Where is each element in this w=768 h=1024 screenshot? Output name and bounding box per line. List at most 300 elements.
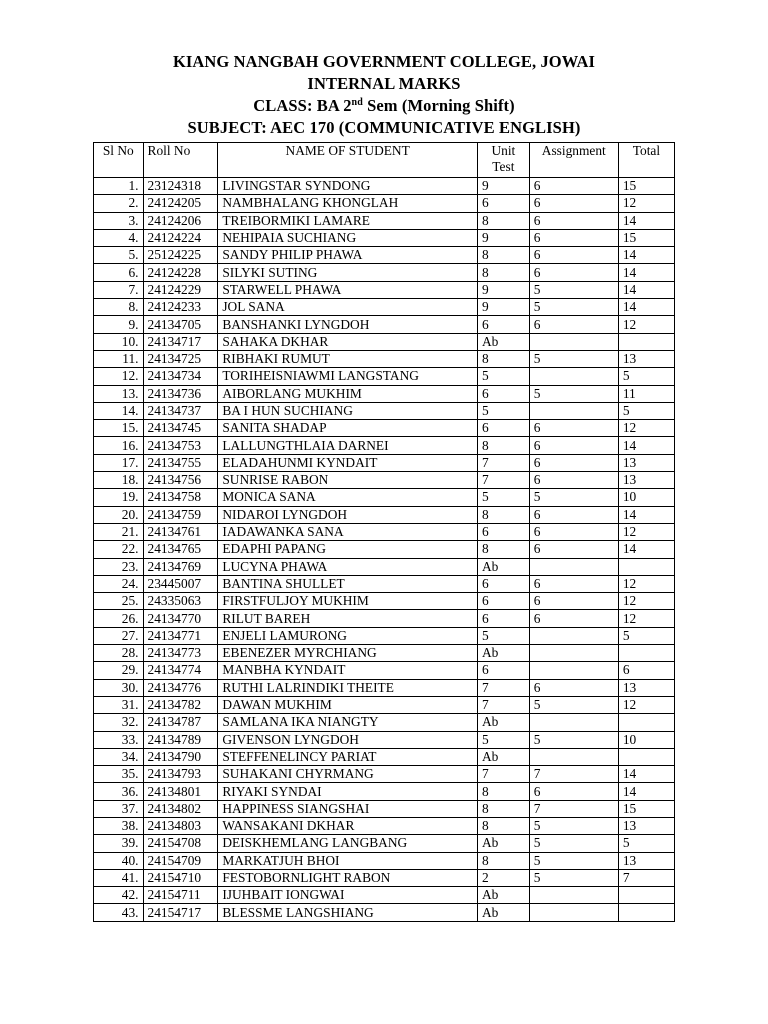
student-name-cell: ENJELI LAMURONG bbox=[218, 627, 478, 644]
sl-no-cell: 38. bbox=[94, 817, 144, 834]
total-cell bbox=[618, 904, 674, 921]
unit-test-cell: 8 bbox=[478, 506, 530, 523]
table-row bbox=[94, 247, 675, 264]
sl-no-cell: 40. bbox=[94, 852, 144, 869]
unit-test-cell: Ab bbox=[478, 558, 530, 575]
assignment-cell: 6 bbox=[529, 679, 618, 696]
unit-test-cell: 8 bbox=[478, 350, 530, 367]
unit-test-cell: 2 bbox=[478, 869, 530, 886]
total-cell bbox=[618, 748, 674, 765]
assignment-cell: 5 bbox=[529, 299, 618, 316]
table-row bbox=[94, 264, 675, 281]
assignment-cell bbox=[529, 904, 618, 921]
student-name-cell: DEISKHEMLANG LANGBANG bbox=[218, 835, 478, 852]
total-cell: 12 bbox=[618, 610, 674, 627]
roll-no-cell: 24134725 bbox=[143, 350, 218, 367]
header-unit-test: Unit Test bbox=[478, 143, 530, 178]
table-row bbox=[94, 593, 675, 610]
student-name-cell: DAWAN MUKHIM bbox=[218, 696, 478, 713]
table-row bbox=[94, 817, 675, 834]
class-line bbox=[0, 95, 768, 117]
roll-no-cell: 24154708 bbox=[143, 835, 218, 852]
total-cell bbox=[618, 645, 674, 662]
unit-test-cell: 8 bbox=[478, 541, 530, 558]
total-cell: 14 bbox=[618, 281, 674, 298]
roll-no-cell: 24134745 bbox=[143, 420, 218, 437]
unit-test-cell: 9 bbox=[478, 281, 530, 298]
student-name-cell: IADAWANKA SANA bbox=[218, 523, 478, 540]
unit-test-cell: 8 bbox=[478, 783, 530, 800]
class-suffix: Sem (Morning Shift) bbox=[362, 96, 515, 115]
student-name-cell: SANDY PHILIP PHAWA bbox=[218, 247, 478, 264]
table-row bbox=[94, 506, 675, 523]
assignment-cell: 5 bbox=[529, 852, 618, 869]
assignment-cell bbox=[529, 662, 618, 679]
sl-no-cell: 37. bbox=[94, 800, 144, 817]
sl-no-cell: 20. bbox=[94, 506, 144, 523]
total-cell: 15 bbox=[618, 229, 674, 246]
table-row bbox=[94, 887, 675, 904]
unit-test-cell: 6 bbox=[478, 575, 530, 592]
assignment-cell: 6 bbox=[529, 247, 618, 264]
unit-test-cell: 6 bbox=[478, 610, 530, 627]
total-cell: 13 bbox=[618, 679, 674, 696]
table-row bbox=[94, 523, 675, 540]
sl-no-cell: 11. bbox=[94, 350, 144, 367]
total-cell: 14 bbox=[618, 437, 674, 454]
student-name-cell: NEHIPAIA SUCHIANG bbox=[218, 229, 478, 246]
student-name-cell: STARWELL PHAWA bbox=[218, 281, 478, 298]
unit-test-cell: Ab bbox=[478, 835, 530, 852]
header-student-name: NAME OF STUDENT bbox=[218, 143, 478, 178]
roll-no-cell: 24134759 bbox=[143, 506, 218, 523]
total-cell: 15 bbox=[618, 178, 674, 195]
sl-no-cell: 14. bbox=[94, 402, 144, 419]
sl-no-cell: 39. bbox=[94, 835, 144, 852]
unit-test-cell: 9 bbox=[478, 229, 530, 246]
table-row bbox=[94, 178, 675, 195]
roll-no-cell: 24134803 bbox=[143, 817, 218, 834]
sl-no-cell: 36. bbox=[94, 783, 144, 800]
sl-no-cell: 27. bbox=[94, 627, 144, 644]
sl-no-cell: 42. bbox=[94, 887, 144, 904]
assignment-cell: 7 bbox=[529, 766, 618, 783]
student-name-cell: LUCYNA PHAWA bbox=[218, 558, 478, 575]
assignment-cell: 5 bbox=[529, 731, 618, 748]
table-row bbox=[94, 696, 675, 713]
roll-no-cell: 24124229 bbox=[143, 281, 218, 298]
class-ordinal-suffix: nd bbox=[351, 97, 363, 108]
assignment-cell: 6 bbox=[529, 264, 618, 281]
total-cell: 14 bbox=[618, 783, 674, 800]
header-sl-no: Sl No bbox=[94, 143, 144, 178]
roll-no-cell: 24134789 bbox=[143, 731, 218, 748]
total-cell bbox=[618, 558, 674, 575]
total-cell: 13 bbox=[618, 350, 674, 367]
total-cell: 12 bbox=[618, 316, 674, 333]
roll-no-cell: 24134802 bbox=[143, 800, 218, 817]
table-row bbox=[94, 869, 675, 886]
unit-test-cell: 8 bbox=[478, 437, 530, 454]
assignment-cell: 6 bbox=[529, 783, 618, 800]
table-row bbox=[94, 437, 675, 454]
assignment-cell: 6 bbox=[529, 195, 618, 212]
student-name-cell: MARKATJUH BHOI bbox=[218, 852, 478, 869]
roll-no-cell: 24154711 bbox=[143, 887, 218, 904]
unit-test-cell: 5 bbox=[478, 402, 530, 419]
table-row bbox=[94, 195, 675, 212]
total-cell: 12 bbox=[618, 523, 674, 540]
unit-test-cell: 6 bbox=[478, 523, 530, 540]
roll-no-cell: 24134773 bbox=[143, 645, 218, 662]
sl-no-cell: 32. bbox=[94, 714, 144, 731]
assignment-cell: 6 bbox=[529, 420, 618, 437]
sl-no-cell: 28. bbox=[94, 645, 144, 662]
sl-no-cell: 10. bbox=[94, 333, 144, 350]
sl-no-cell: 33. bbox=[94, 731, 144, 748]
student-name-cell: RUTHI LALRINDIKI THEITE bbox=[218, 679, 478, 696]
table-row bbox=[94, 714, 675, 731]
table-row bbox=[94, 627, 675, 644]
assignment-cell: 6 bbox=[529, 506, 618, 523]
roll-no-cell: 24124233 bbox=[143, 299, 218, 316]
roll-no-cell: 24134761 bbox=[143, 523, 218, 540]
assignment-cell: 5 bbox=[529, 869, 618, 886]
table-row bbox=[94, 489, 675, 506]
student-name-cell: LALLUNGTHLAIA DARNEI bbox=[218, 437, 478, 454]
total-cell: 11 bbox=[618, 385, 674, 402]
sl-no-cell: 13. bbox=[94, 385, 144, 402]
student-name-cell: LIVINGSTAR SYNDONG bbox=[218, 178, 478, 195]
assignment-cell: 6 bbox=[529, 229, 618, 246]
total-cell: 14 bbox=[618, 247, 674, 264]
total-cell: 14 bbox=[618, 212, 674, 229]
sl-no-cell: 8. bbox=[94, 299, 144, 316]
unit-test-cell: 8 bbox=[478, 800, 530, 817]
total-cell: 13 bbox=[618, 472, 674, 489]
table-row bbox=[94, 316, 675, 333]
total-cell: 13 bbox=[618, 817, 674, 834]
table-row bbox=[94, 679, 675, 696]
table-row bbox=[94, 472, 675, 489]
roll-no-cell: 24134790 bbox=[143, 748, 218, 765]
student-name-cell: STEFFENELINCY PARIAT bbox=[218, 748, 478, 765]
student-name-cell: AIBORLANG MUKHIM bbox=[218, 385, 478, 402]
sl-no-cell: 18. bbox=[94, 472, 144, 489]
total-cell: 12 bbox=[618, 593, 674, 610]
unit-test-cell: 9 bbox=[478, 299, 530, 316]
sl-no-cell: 43. bbox=[94, 904, 144, 921]
total-cell: 12 bbox=[618, 696, 674, 713]
student-name-cell: TREIBORMIKI LAMARE bbox=[218, 212, 478, 229]
total-cell: 14 bbox=[618, 264, 674, 281]
table-row bbox=[94, 299, 675, 316]
student-name-cell: SUHAKANI CHYRMANG bbox=[218, 766, 478, 783]
roll-no-cell: 24134771 bbox=[143, 627, 218, 644]
header-total: Total bbox=[618, 143, 674, 178]
unit-test-cell: Ab bbox=[478, 714, 530, 731]
assignment-cell: 7 bbox=[529, 800, 618, 817]
sl-no-cell: 30. bbox=[94, 679, 144, 696]
roll-no-cell: 24335063 bbox=[143, 593, 218, 610]
assignment-cell: 6 bbox=[529, 610, 618, 627]
total-cell: 15 bbox=[618, 800, 674, 817]
table-row bbox=[94, 229, 675, 246]
student-name-cell: RIYAKI SYNDAI bbox=[218, 783, 478, 800]
document-title: INTERNAL MARKS bbox=[307, 74, 461, 93]
roll-no-cell: 24134756 bbox=[143, 472, 218, 489]
assignment-cell: 6 bbox=[529, 472, 618, 489]
sl-no-cell: 1. bbox=[94, 178, 144, 195]
student-name-cell: SANITA SHADAP bbox=[218, 420, 478, 437]
student-name-cell: NIDAROI LYNGDOH bbox=[218, 506, 478, 523]
student-name-cell: IJUHBAIT IONGWAI bbox=[218, 887, 478, 904]
sl-no-cell: 15. bbox=[94, 420, 144, 437]
sl-no-cell: 19. bbox=[94, 489, 144, 506]
student-name-cell: FESTOBORNLIGHT RABON bbox=[218, 869, 478, 886]
roll-no-cell: 24134705 bbox=[143, 316, 218, 333]
assignment-cell bbox=[529, 627, 618, 644]
assignment-cell: 5 bbox=[529, 385, 618, 402]
sl-no-cell: 17. bbox=[94, 454, 144, 471]
roll-no-cell: 24134801 bbox=[143, 783, 218, 800]
roll-no-cell: 24154709 bbox=[143, 852, 218, 869]
roll-no-cell: 24124206 bbox=[143, 212, 218, 229]
roll-no-cell: 24134776 bbox=[143, 679, 218, 696]
student-name-cell: JOL SANA bbox=[218, 299, 478, 316]
table-row bbox=[94, 748, 675, 765]
table-row bbox=[94, 350, 675, 367]
total-cell: 14 bbox=[618, 299, 674, 316]
unit-test-cell: 6 bbox=[478, 662, 530, 679]
college-name: KIANG NANGBAH GOVERNMENT COLLEGE, JOWAI bbox=[172, 52, 596, 71]
sl-no-cell: 35. bbox=[94, 766, 144, 783]
table-row bbox=[94, 610, 675, 627]
roll-no-cell: 24134755 bbox=[143, 454, 218, 471]
student-name-cell: GIVENSON LYNGDOH bbox=[218, 731, 478, 748]
total-cell: 12 bbox=[618, 420, 674, 437]
roll-no-cell: 24134770 bbox=[143, 610, 218, 627]
sl-no-cell: 4. bbox=[94, 229, 144, 246]
roll-no-cell: 24134753 bbox=[143, 437, 218, 454]
assignment-cell bbox=[529, 402, 618, 419]
total-cell: 7 bbox=[618, 869, 674, 886]
student-name-cell: SUNRISE RABON bbox=[218, 472, 478, 489]
table-row bbox=[94, 783, 675, 800]
unit-test-cell: 6 bbox=[478, 593, 530, 610]
total-cell: 10 bbox=[618, 489, 674, 506]
table-row bbox=[94, 852, 675, 869]
roll-no-cell: 24154710 bbox=[143, 869, 218, 886]
table-row bbox=[94, 645, 675, 662]
unit-test-cell: 7 bbox=[478, 766, 530, 783]
table-row bbox=[94, 368, 675, 385]
roll-no-cell: 24134793 bbox=[143, 766, 218, 783]
assignment-cell bbox=[529, 645, 618, 662]
assignment-cell: 5 bbox=[529, 350, 618, 367]
assignment-cell: 5 bbox=[529, 489, 618, 506]
assignment-cell: 6 bbox=[529, 454, 618, 471]
table-row bbox=[94, 575, 675, 592]
table-row bbox=[94, 558, 675, 575]
unit-test-cell: 8 bbox=[478, 817, 530, 834]
total-cell: 6 bbox=[618, 662, 674, 679]
subject-line: SUBJECT: AEC 170 (COMMUNICATIVE ENGLISH) bbox=[187, 118, 581, 137]
roll-no-cell: 23124318 bbox=[143, 178, 218, 195]
unit-test-cell: Ab bbox=[478, 645, 530, 662]
unit-test-cell: 5 bbox=[478, 489, 530, 506]
sl-no-cell: 29. bbox=[94, 662, 144, 679]
assignment-cell: 6 bbox=[529, 178, 618, 195]
roll-no-cell: 24134734 bbox=[143, 368, 218, 385]
student-name-cell: SILYKI SUTING bbox=[218, 264, 478, 281]
marks-table bbox=[93, 142, 675, 922]
table-row bbox=[94, 454, 675, 471]
sl-no-cell: 41. bbox=[94, 869, 144, 886]
student-name-cell: EBENEZER MYRCHIANG bbox=[218, 645, 478, 662]
sl-no-cell: 25. bbox=[94, 593, 144, 610]
table-header-row bbox=[94, 143, 675, 178]
sl-no-cell: 26. bbox=[94, 610, 144, 627]
roll-no-cell: 24134758 bbox=[143, 489, 218, 506]
unit-test-cell: Ab bbox=[478, 904, 530, 921]
roll-no-cell: 23445007 bbox=[143, 575, 218, 592]
assignment-cell: 5 bbox=[529, 696, 618, 713]
sl-no-cell: 22. bbox=[94, 541, 144, 558]
total-cell: 14 bbox=[618, 506, 674, 523]
class-prefix: CLASS: BA 2 bbox=[253, 96, 352, 115]
table-row bbox=[94, 281, 675, 298]
student-name-cell: EDAPHI PAPANG bbox=[218, 541, 478, 558]
total-cell: 10 bbox=[618, 731, 674, 748]
total-cell: 5 bbox=[618, 627, 674, 644]
unit-test-cell: 7 bbox=[478, 679, 530, 696]
total-cell: 13 bbox=[618, 852, 674, 869]
student-name-cell: WANSAKANI DKHAR bbox=[218, 817, 478, 834]
roll-no-cell: 24124224 bbox=[143, 229, 218, 246]
document-header bbox=[0, 51, 768, 139]
student-name-cell: FIRSTFULJOY MUKHIM bbox=[218, 593, 478, 610]
assignment-cell bbox=[529, 558, 618, 575]
student-name-cell: SAMLANA IKA NIANGTY bbox=[218, 714, 478, 731]
table-row bbox=[94, 333, 675, 350]
sl-no-cell: 34. bbox=[94, 748, 144, 765]
table-row bbox=[94, 835, 675, 852]
sl-no-cell: 5. bbox=[94, 247, 144, 264]
sl-no-cell: 24. bbox=[94, 575, 144, 592]
sl-no-cell: 23. bbox=[94, 558, 144, 575]
sl-no-cell: 9. bbox=[94, 316, 144, 333]
unit-test-cell: 6 bbox=[478, 420, 530, 437]
unit-test-cell: Ab bbox=[478, 748, 530, 765]
unit-test-cell: 6 bbox=[478, 195, 530, 212]
assignment-cell bbox=[529, 887, 618, 904]
unit-test-cell: 7 bbox=[478, 454, 530, 471]
total-cell: 14 bbox=[618, 541, 674, 558]
assignment-cell bbox=[529, 333, 618, 350]
total-cell: 5 bbox=[618, 402, 674, 419]
student-name-cell: BA I HUN SUCHIANG bbox=[218, 402, 478, 419]
marks-table-body bbox=[94, 178, 675, 922]
roll-no-cell: 24134782 bbox=[143, 696, 218, 713]
unit-test-cell: 6 bbox=[478, 316, 530, 333]
header-assignment: Assignment bbox=[529, 143, 618, 178]
unit-test-cell: 5 bbox=[478, 731, 530, 748]
table-row bbox=[94, 420, 675, 437]
sl-no-cell: 6. bbox=[94, 264, 144, 281]
unit-test-cell: 8 bbox=[478, 247, 530, 264]
roll-no-cell: 24134737 bbox=[143, 402, 218, 419]
assignment-cell: 6 bbox=[529, 316, 618, 333]
sl-no-cell: 3. bbox=[94, 212, 144, 229]
assignment-cell: 6 bbox=[529, 541, 618, 558]
unit-test-cell: Ab bbox=[478, 333, 530, 350]
student-name-cell: BLESSME LANGSHIANG bbox=[218, 904, 478, 921]
sl-no-cell: 16. bbox=[94, 437, 144, 454]
roll-no-cell: 25124225 bbox=[143, 247, 218, 264]
roll-no-cell: 24134787 bbox=[143, 714, 218, 731]
table-row bbox=[94, 212, 675, 229]
student-name-cell: MANBHA KYNDAIT bbox=[218, 662, 478, 679]
header-roll-no: Roll No bbox=[143, 143, 218, 178]
total-cell: 13 bbox=[618, 454, 674, 471]
table-row bbox=[94, 385, 675, 402]
assignment-cell bbox=[529, 368, 618, 385]
total-cell: 12 bbox=[618, 195, 674, 212]
table-row bbox=[94, 541, 675, 558]
total-cell: 14 bbox=[618, 766, 674, 783]
unit-test-cell: 8 bbox=[478, 212, 530, 229]
roll-no-cell: 24154717 bbox=[143, 904, 218, 921]
roll-no-cell: 24134765 bbox=[143, 541, 218, 558]
sl-no-cell: 7. bbox=[94, 281, 144, 298]
student-name-cell: HAPPINESS SIANGSHAI bbox=[218, 800, 478, 817]
student-name-cell: SAHAKA DKHAR bbox=[218, 333, 478, 350]
table-row bbox=[94, 402, 675, 419]
unit-test-cell: 5 bbox=[478, 627, 530, 644]
assignment-cell bbox=[529, 714, 618, 731]
table-row bbox=[94, 904, 675, 921]
student-name-cell: BANTINA SHULLET bbox=[218, 575, 478, 592]
table-row bbox=[94, 731, 675, 748]
roll-no-cell: 24134774 bbox=[143, 662, 218, 679]
roll-no-cell: 24124205 bbox=[143, 195, 218, 212]
assignment-cell: 5 bbox=[529, 817, 618, 834]
table-row bbox=[94, 662, 675, 679]
assignment-cell: 6 bbox=[529, 523, 618, 540]
student-name-cell: TORIHEISNIAWMI LANGSTANG bbox=[218, 368, 478, 385]
roll-no-cell: 24134736 bbox=[143, 385, 218, 402]
unit-test-cell: 7 bbox=[478, 472, 530, 489]
student-name-cell: RIBHAKI RUMUT bbox=[218, 350, 478, 367]
total-cell: 5 bbox=[618, 835, 674, 852]
assignment-cell: 6 bbox=[529, 575, 618, 592]
unit-test-cell: 7 bbox=[478, 696, 530, 713]
assignment-cell: 6 bbox=[529, 212, 618, 229]
unit-test-cell: 8 bbox=[478, 852, 530, 869]
assignment-cell: 6 bbox=[529, 437, 618, 454]
unit-test-cell: Ab bbox=[478, 887, 530, 904]
assignment-cell bbox=[529, 748, 618, 765]
roll-no-cell: 24134769 bbox=[143, 558, 218, 575]
unit-test-cell: 5 bbox=[478, 368, 530, 385]
sl-no-cell: 2. bbox=[94, 195, 144, 212]
total-cell bbox=[618, 333, 674, 350]
total-cell bbox=[618, 714, 674, 731]
unit-test-cell: 8 bbox=[478, 264, 530, 281]
table-row bbox=[94, 766, 675, 783]
roll-no-cell: 24124228 bbox=[143, 264, 218, 281]
